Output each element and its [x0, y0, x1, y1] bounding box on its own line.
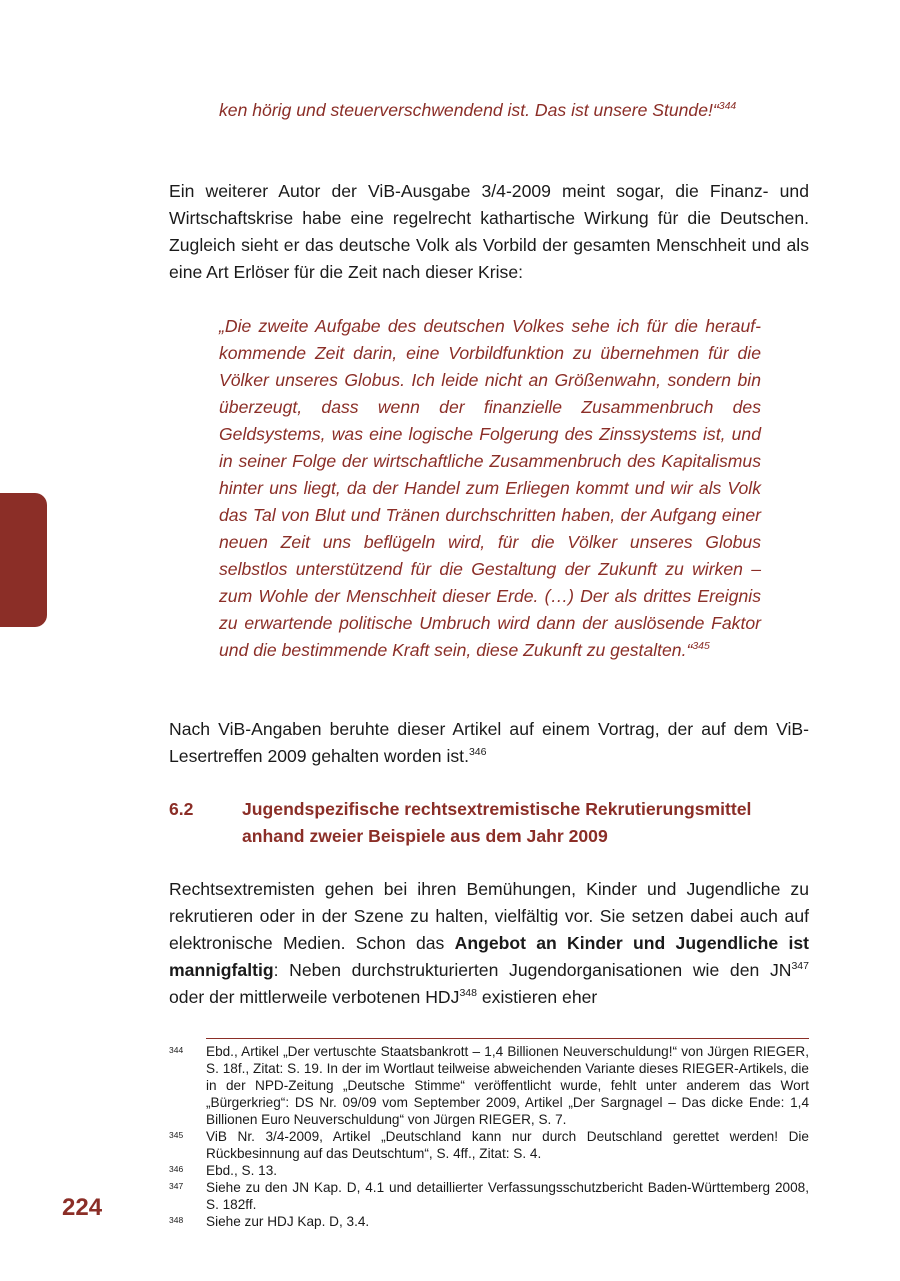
footnote-ref-344[interactable]: 344: [718, 100, 737, 113]
footnote-ref-346[interactable]: 346: [468, 746, 487, 759]
section-heading: [169, 796, 809, 850]
page-number: 224: [62, 1194, 103, 1221]
block-quote: [169, 313, 809, 664]
footnote-ref-348[interactable]: 348: [459, 987, 477, 1000]
footnote-348: 348 Siehe zur HDJ Kap. D, 3.4.: [169, 1214, 370, 1229]
chapter-tab-marker: [0, 493, 47, 627]
section-number: 6.2: [169, 799, 194, 819]
footnote-345: 345 ViB Nr. 3/4-2009, Artikel „Deutschland kann nur durch Deutschland gerettet werden! Die Rückbesinnung auf das Deutschtum“, S. 4ff., Zitat: S. 4.: [169, 1129, 809, 1161]
block-quote-text: „Die zweite Aufgabe des deutschen Volkes sehe ich für die heraufkommende Zeit darin, eine Vorbildfunktion zu übernehmen für die Völker unseres Globus. Ich leide nicht an Größenwahn, sondern bin überzeugt, dass wenn der finanzielle Zusammenbruch des Geldsystems, was eine logische Folgerung des Zinssystems ist, und in seiner Folge der wirtschaftliche Zusammenbruch des Kapitalismus hinter uns liegt, da der Handel zum Erliegen kommt und wir als Volk das Tal von Blut und Tränen durchschritten haben, der Aufgang einer neuen Zeit uns beflügeln wird, für die Völker unseres Globus selbstlos unterstützend für die Gestaltung der Zukunft zu wirken – zum Wohle der Menschheit dieser Erde. (…) Der als drittes Ereignis zu erwartende politische Umbruch wird dann der auslösende Faktor und die bestimmende Kraft sein, diese Zukunft zu gestalten.“: [219, 316, 761, 660]
footnote-ref-347[interactable]: 347: [791, 960, 809, 973]
footnotes: [169, 1043, 809, 1230]
footnote-347: 347 Siehe zu den JN Kap. D, 4.1 und detaillierter Verfassungsschutzbericht Baden-Württemberg 2008, S. 182ff.: [169, 1180, 809, 1212]
paragraph-2: Nach ViB-Angaben beruhte dieser Artikel auf einem Vortrag, der auf dem ViB-Lesertreffen 2009 gehalten worden ist.$^{346}$: [169, 719, 809, 766]
footnote-separator: [206, 1038, 809, 1039]
quote-continuation-text: ken hörig und steuerverschwendend ist. Das ist unsere Stunde!“: [219, 100, 719, 120]
footnote-ref-345[interactable]: 345: [692, 640, 710, 653]
footnote-344: 344 Ebd., Artikel „Der vertuschte Staatsbankrott – 1,4 Billionen Neuverschuldung!“ von Jürgen RIEGER, S. 18f., Zitat: S. 19. In der im Wortlaut teilweise abweichenden Variante dieses RIEGER-Artikels, die in der NPD-Zeitung „Deutsche Stimme“ veröffentlicht wurde, fehlt unter anderem das Wort „Bürgerkrieg“: DS Nr. 09/09 vom September 2009, Artikel „Der Sargnagel – Das dicke Ende: 1,4 Billionen Euro Neuverschuldung“ von Jürgen RIEGER, S. 7.: [169, 1044, 809, 1127]
paragraph-1: Ein weiterer Autor der ViB-Ausgabe 3/4-2009 meint sogar, die Finanz- und Wirtschaftskrise habe eine regelrecht kathartische Wirkung für die Deutschen. Zugleich sieht er das deutsche Volk als Vorbild der gesamten Menschheit und als eine Art Erlöser für die Zeit nach dieser Krise:: [169, 181, 809, 282]
footnote-346: 346 Ebd., S. 13.: [169, 1163, 278, 1178]
paragraph-3: Rechtsextremisten gehen bei ihren Bemühungen, Kinder und Jugendliche zu rekrutieren oder in der Szene zu halten, vielfältig vor. Sie setzen dabei auch auf elektronische Medien. Schon das Angebot an Kinder und Jugendliche ist mannigfaltig: Neben durchstrukturierten Jugendorganisationen wie den JN$^{347}$ oder der mittlerweile verbotenen HDJ$^{348}$ existieren eher: [169, 879, 810, 1007]
emphasis-text: Angebot an Kinder und Jugendliche ist mannigfaltig: [169, 933, 810, 980]
quote-continuation: [169, 97, 809, 124]
section-title: Jugendspezifische rechtsextremistische Rekrutierungsmittel anhand zweier Beispiele aus dem Jahr 2009: [242, 799, 752, 846]
